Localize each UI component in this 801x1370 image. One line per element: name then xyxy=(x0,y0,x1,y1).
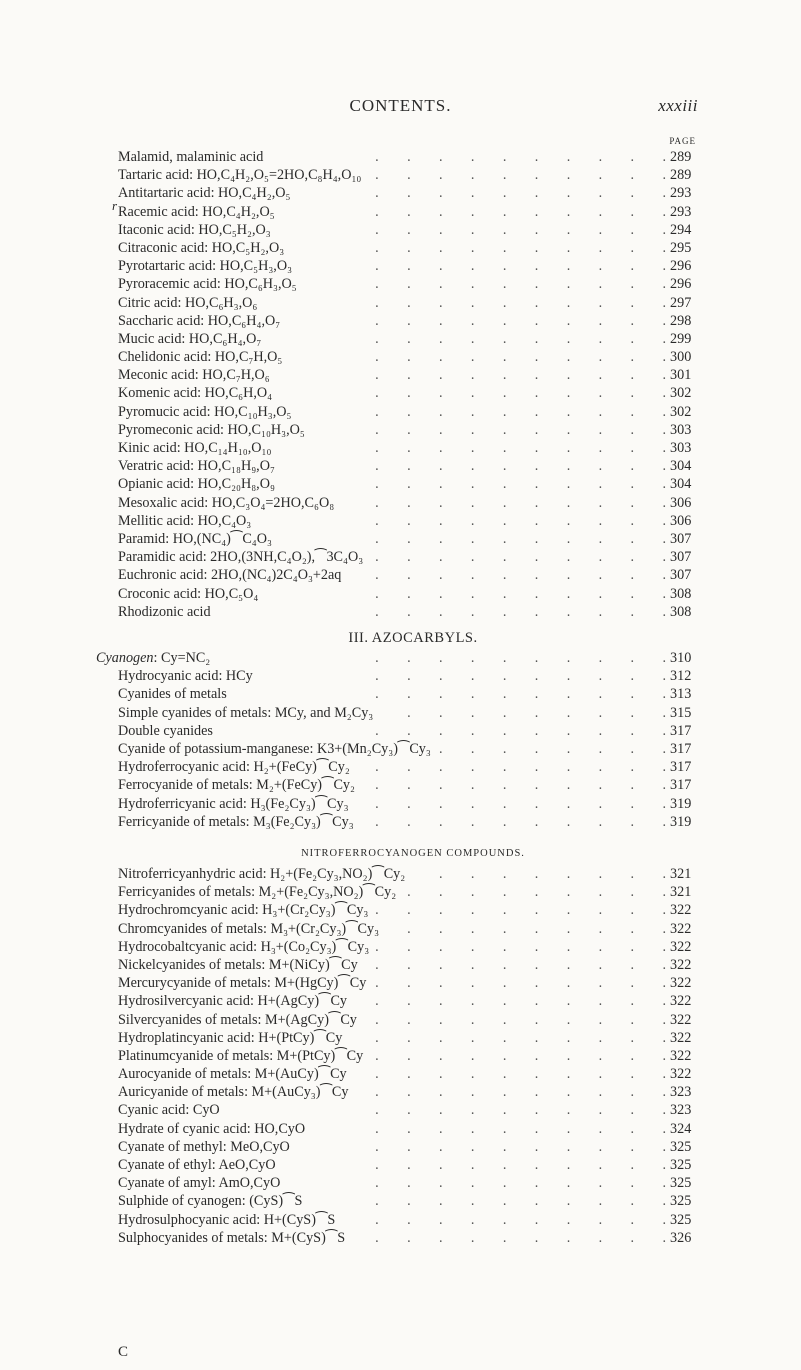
toc-entry[interactable] xyxy=(118,1047,708,1065)
toc-entry[interactable] xyxy=(118,585,708,603)
toc-entry-page: 317 xyxy=(666,722,708,740)
toc-entry-label-rest: : Cy=NC₂ xyxy=(153,650,211,666)
toc-entry-page: 294 xyxy=(666,221,708,239)
toc-entry-page: 293 xyxy=(666,184,708,202)
toc-entry-label: Citric acid: HO,C₆H₃,O₆ xyxy=(118,294,263,312)
toc-entry-label: Cyanic acid: CyO xyxy=(118,1101,226,1119)
toc-entry-page: 289 xyxy=(666,148,708,166)
toc-entry-label: Auricyanide of metals: M+(AuCy₃)⁀Cy xyxy=(118,1083,354,1101)
toc-section-c xyxy=(118,865,708,1247)
toc-entry-page: 307 xyxy=(666,548,708,566)
toc-entry[interactable] xyxy=(118,221,708,239)
toc-entry-label: Hydrocyanic acid: HCy xyxy=(118,667,259,685)
toc-entry[interactable] xyxy=(118,439,708,457)
toc-entry-label: Paramid: HO,(NC₄)⁀C₄O₃ xyxy=(118,530,278,548)
toc-entry[interactable] xyxy=(118,148,708,166)
toc-entry-label: Mesoxalic acid: HO,C₃O₄=2HO,C₆O₈ xyxy=(118,494,340,512)
toc-entry-label: Hydrosilvercyanic acid: H+(AgCy)⁀Cy xyxy=(118,992,353,1010)
toc-entry-label: Silvercyanides of metals: M+(AgCy)⁀Cy xyxy=(118,1011,363,1029)
toc-entry-page: 322 xyxy=(666,1047,708,1065)
toc-entry-page: 308 xyxy=(666,603,708,621)
toc-entry-label: Tartaric acid: HO,C₄H₂,O₅=2HO,C₈H₄,O₁₀ xyxy=(118,166,367,184)
toc-entry-label xyxy=(96,649,216,667)
toc-entry[interactable] xyxy=(118,740,708,758)
toc-entry[interactable] xyxy=(118,1192,708,1210)
toc-entry-page: 322 xyxy=(666,938,708,956)
toc-entry-page: 322 xyxy=(666,1065,708,1083)
toc-entry[interactable] xyxy=(118,530,708,548)
toc-entry-page: 304 xyxy=(666,457,708,475)
toc-entry-page: 310 xyxy=(666,649,708,667)
toc-entry-label: Kinic acid: HO,C₁₄H₁₀,O₁₀ xyxy=(118,439,277,457)
toc-entry-label: Paramidic acid: 2HO,(3NH,C₄O₂),⁀3C₄O₃ xyxy=(118,548,369,566)
running-head-title: CONTENTS. xyxy=(349,96,452,115)
toc-entry[interactable] xyxy=(118,883,708,901)
toc-entry-page: 308 xyxy=(666,585,708,603)
toc-entry-label: Mercurycyanide of metals: M+(HgCy)⁀Cy xyxy=(118,974,372,992)
toc-entry-page: 321 xyxy=(666,883,708,901)
toc-entry-label-italic: Cyanogen xyxy=(96,650,154,666)
toc-entry[interactable] xyxy=(118,330,708,348)
toc-entry-page: 306 xyxy=(666,494,708,512)
toc-entry-label: Itaconic acid: HO,C₅H₂,O₃ xyxy=(118,221,277,239)
toc-entry[interactable] xyxy=(118,184,708,202)
toc-entry-page: 319 xyxy=(666,813,708,831)
toc-entry[interactable] xyxy=(118,1229,708,1247)
toc-entry[interactable] xyxy=(118,384,708,402)
toc-entry[interactable] xyxy=(118,1029,708,1047)
toc-entry[interactable] xyxy=(118,203,708,221)
section-heading-azocarbyls: III. AZOCARBYLS. xyxy=(348,630,478,646)
toc-entry-page: 317 xyxy=(666,776,708,794)
toc-entry-label: Platinumcyanide of metals: M+(PtCy)⁀Cy xyxy=(118,1047,369,1065)
toc-entry[interactable] xyxy=(118,294,708,312)
toc-entry-page: 325 xyxy=(666,1192,708,1210)
toc-entry[interactable] xyxy=(118,704,708,722)
toc-entry[interactable] xyxy=(118,1138,708,1156)
toc-entry-label: Nitroferricyanhydric acid: H₂+(Fe₂Cy₃,NO₂)⁀Cy₂ xyxy=(118,865,411,883)
toc-entry[interactable] xyxy=(118,421,708,439)
toc-entry-page: 325 xyxy=(666,1211,708,1229)
toc-entry-page: 322 xyxy=(666,1011,708,1029)
toc-entry-page: 322 xyxy=(666,901,708,919)
toc-entry-label: Aurocyanide of metals: M+(AuCy)⁀Cy xyxy=(118,1065,353,1083)
toc-entry[interactable] xyxy=(118,1211,708,1229)
toc-entry-page: 296 xyxy=(666,275,708,293)
toc-section-b xyxy=(118,667,708,831)
toc-entry-label: Hydrochromcyanic acid: H₃+(Cr₂Cy₃)⁀Cy₃ xyxy=(118,901,374,919)
toc-entry-label: Meconic acid: HO,C₇H,O₆ xyxy=(118,366,276,384)
toc-entry[interactable] xyxy=(118,312,708,330)
toc-entry[interactable] xyxy=(118,813,708,831)
toc-entry-label: Pyromeconic acid: HO,C₁₀H₃,O₅ xyxy=(118,421,311,439)
toc-entry-label: Komenic acid: HO,C₆H,O₄ xyxy=(118,384,278,402)
toc-entry-page: 315 xyxy=(666,704,708,722)
toc-entry-page: 322 xyxy=(666,920,708,938)
toc-entry-label: Antitartaric acid: HO,C₄H₂,O₅ xyxy=(118,184,296,202)
toc-entry-label: Malamid, malaminic acid xyxy=(118,148,269,166)
running-head xyxy=(0,96,801,120)
toc-entry-page: 302 xyxy=(666,384,708,402)
toc-entry-label: Hydrate of cyanic acid: HO,CyO xyxy=(118,1120,311,1138)
toc-entry-page: 322 xyxy=(666,974,708,992)
toc-entry-page: 317 xyxy=(666,758,708,776)
toc-entry[interactable] xyxy=(118,403,708,421)
toc-entry-page: 325 xyxy=(666,1156,708,1174)
toc-entry-page: 301 xyxy=(666,366,708,384)
toc-entry-label: Cyanate of amyl: AmO,CyO xyxy=(118,1174,286,1192)
toc-entry-label: Cyanides of metals xyxy=(118,685,233,703)
toc-entry[interactable] xyxy=(118,1120,708,1138)
toc-entry-label: Ferricyanide of metals: M₃(Fe₂Cy₃)⁀Cy₃ xyxy=(118,813,360,831)
toc-entry[interactable] xyxy=(118,685,708,703)
toc-entry-cyanogen[interactable] xyxy=(96,649,708,667)
toc-entry-page: 322 xyxy=(666,956,708,974)
toc-entry-page: 302 xyxy=(666,403,708,421)
toc-entry-label: Citraconic acid: HO,C₅H₂,O₃ xyxy=(118,239,290,257)
toc-entry-page: 322 xyxy=(666,1029,708,1047)
page-column-label: PAGE xyxy=(669,136,696,146)
toc-entry-page: 303 xyxy=(666,439,708,457)
toc-entry[interactable] xyxy=(118,1065,708,1083)
toc-entry[interactable] xyxy=(118,548,708,566)
toc-entry[interactable] xyxy=(118,457,708,475)
toc-entry-label: Cyanide of potassium-manganese: K3+(Mn₂Cy₃)⁀Cy₃ xyxy=(118,740,437,758)
toc-entry-label: Sulphocyanides of metals: M+(CyS)⁀S xyxy=(118,1229,351,1247)
toc-entry[interactable] xyxy=(118,512,708,530)
toc-entry-page: 319 xyxy=(666,795,708,813)
toc-entry-page: 326 xyxy=(666,1229,708,1247)
toc-entry-label: Mellitic acid: HO,C₄O₃ xyxy=(118,512,257,530)
toc-entry[interactable] xyxy=(118,603,708,621)
toc-entry[interactable] xyxy=(118,776,708,794)
toc-entry-page: 323 xyxy=(666,1101,708,1119)
toc-entry-label: Saccharic acid: HO,C₆H₄,O₇ xyxy=(118,312,286,330)
toc-entry-label: Croconic acid: HO,C₅O₄ xyxy=(118,585,264,603)
toc-entry-label: Cyanate of ethyl: AeO,CyO xyxy=(118,1156,282,1174)
toc-entry[interactable] xyxy=(118,1011,708,1029)
toc-entry-page: 307 xyxy=(666,530,708,548)
toc-entry[interactable] xyxy=(118,974,708,992)
toc-entry[interactable] xyxy=(118,938,708,956)
toc-entry[interactable] xyxy=(118,865,708,883)
toc-entry-label: Double cyanides xyxy=(118,722,219,740)
toc-entry-label: Ferricyanides of metals: M₂+(Fe₂Cy₃,NO₂)⁀Cy₂ xyxy=(118,883,402,901)
toc-entry[interactable] xyxy=(118,920,708,938)
toc-entry-page: 312 xyxy=(666,667,708,685)
toc-section-a xyxy=(118,148,708,621)
toc-section-iii xyxy=(96,627,708,831)
toc-entry[interactable] xyxy=(118,758,708,776)
toc-entry-label: Racemic acid: HO,C₄H₂,O₅ xyxy=(118,203,281,221)
toc-entry-page: 317 xyxy=(666,740,708,758)
toc-entry-label: Chromcyanides of metals: M₃+(Cr₂Cy₃)⁀Cy₃ xyxy=(118,920,385,938)
toc-entry-label: Pyrotartaric acid: HO,C₅H₃,O₃ xyxy=(118,257,298,275)
toc-entry-page: 322 xyxy=(666,992,708,1010)
toc-entry-page: 304 xyxy=(666,475,708,493)
toc-entry-label: Hydroferrocyanic acid: H₂+(FeCy)⁀Cy₂ xyxy=(118,758,356,776)
toc-entry[interactable] xyxy=(118,239,708,257)
toc-entry[interactable] xyxy=(118,1083,708,1101)
toc-entry[interactable] xyxy=(118,722,708,740)
toc-entry-page: 297 xyxy=(666,294,708,312)
toc-entry[interactable] xyxy=(118,166,708,184)
toc-entry[interactable] xyxy=(118,275,708,293)
toc-entry-label: Simple cyanides of metals: MCy, and M₂Cy₃ xyxy=(118,704,379,722)
toc-entry-page: 313 xyxy=(666,685,708,703)
toc-entry-label: Cyanate of methyl: MeO,CyO xyxy=(118,1138,296,1156)
toc-entry-page: 325 xyxy=(666,1138,708,1156)
toc-entry-page: 321 xyxy=(666,865,708,883)
toc-entry[interactable] xyxy=(118,366,708,384)
toc-entry[interactable] xyxy=(118,1174,708,1192)
toc-entry-label: Hydrocobaltcyanic acid: H₃+(Co₂Cy₃)⁀Cy₃ xyxy=(118,938,375,956)
toc-entry-page: 293 xyxy=(666,203,708,221)
toc-entry[interactable] xyxy=(118,257,708,275)
toc-entry-page: 299 xyxy=(666,330,708,348)
toc-entry-page: 296 xyxy=(666,257,708,275)
toc-entry[interactable] xyxy=(118,475,708,493)
toc-entry-label: Ferrocyanide of metals: M₂+(FeCy)⁀Cy₂ xyxy=(118,776,361,794)
toc-entry-label: Sulphide of cyanogen: (CyS)⁀S xyxy=(118,1192,308,1210)
toc-entry-label: Rhodizonic acid xyxy=(118,603,217,621)
toc-entry[interactable] xyxy=(118,667,708,685)
toc-entry[interactable] xyxy=(118,348,708,366)
toc-entry-label: Veratric acid: HO,C₁₈H₉,O₇ xyxy=(118,457,281,475)
toc-entry-label: Nickelcyanides of metals: M+(NiCy)⁀Cy xyxy=(118,956,364,974)
toc-entry-label: Chelidonic acid: HO,C₇H,O₅ xyxy=(118,348,288,366)
toc-entry-page: 298 xyxy=(666,312,708,330)
toc-entry[interactable] xyxy=(118,566,708,584)
toc-entry-page: 295 xyxy=(666,239,708,257)
toc-entry-page: 325 xyxy=(666,1174,708,1192)
toc-entry-label: Mucic acid: HO,C₆H₄,O₇ xyxy=(118,330,267,348)
toc-entry-label: Hydroferricyanic acid: H₃(Fe₂Cy₃)⁀Cy₃ xyxy=(118,795,355,813)
toc-entry-page: 307 xyxy=(666,566,708,584)
toc-entry-page: 300 xyxy=(666,348,708,366)
toc-entry-label: Opianic acid: HO,C₂₀H₈,O₉ xyxy=(118,475,281,493)
toc-entry[interactable] xyxy=(118,956,708,974)
signature-mark: C xyxy=(118,1344,129,1360)
running-head-page-number: xxxiii xyxy=(658,96,698,115)
toc-entry-page: 323 xyxy=(666,1083,708,1101)
toc-entry-label: Pyroracemic acid: HO,C₆H₃,O₅ xyxy=(118,275,303,293)
toc-section-nitro xyxy=(118,843,708,1247)
toc-entry[interactable] xyxy=(118,992,708,1010)
subheading-nitroferrocyanogen: NITROFERROCYANOGEN COMPOUNDS. xyxy=(301,848,525,859)
toc-entry-label: Pyromucic acid: HO,C₁₀H₃,O₅ xyxy=(118,403,297,421)
toc-entry[interactable] xyxy=(118,1101,708,1119)
toc-entry-label: Euchronic acid: 2HO,(NC₄)2C₄O₃+2aq xyxy=(118,566,347,584)
toc-entry-page: 289 xyxy=(666,166,708,184)
margin-mark: r xyxy=(112,198,118,213)
toc-entry[interactable] xyxy=(118,795,708,813)
toc-entry-label: Hydrosulphocyanic acid: H+(CyS)⁀S xyxy=(118,1211,341,1229)
toc-entry-page: 303 xyxy=(666,421,708,439)
toc-entry-label: Hydroplatincyanic acid: H+(PtCy)⁀Cy xyxy=(118,1029,348,1047)
toc-entry[interactable] xyxy=(118,494,708,512)
toc-entry[interactable] xyxy=(118,901,708,919)
toc-entry[interactable] xyxy=(118,1156,708,1174)
toc-entry-page: 306 xyxy=(666,512,708,530)
toc-entry-page: 324 xyxy=(666,1120,708,1138)
